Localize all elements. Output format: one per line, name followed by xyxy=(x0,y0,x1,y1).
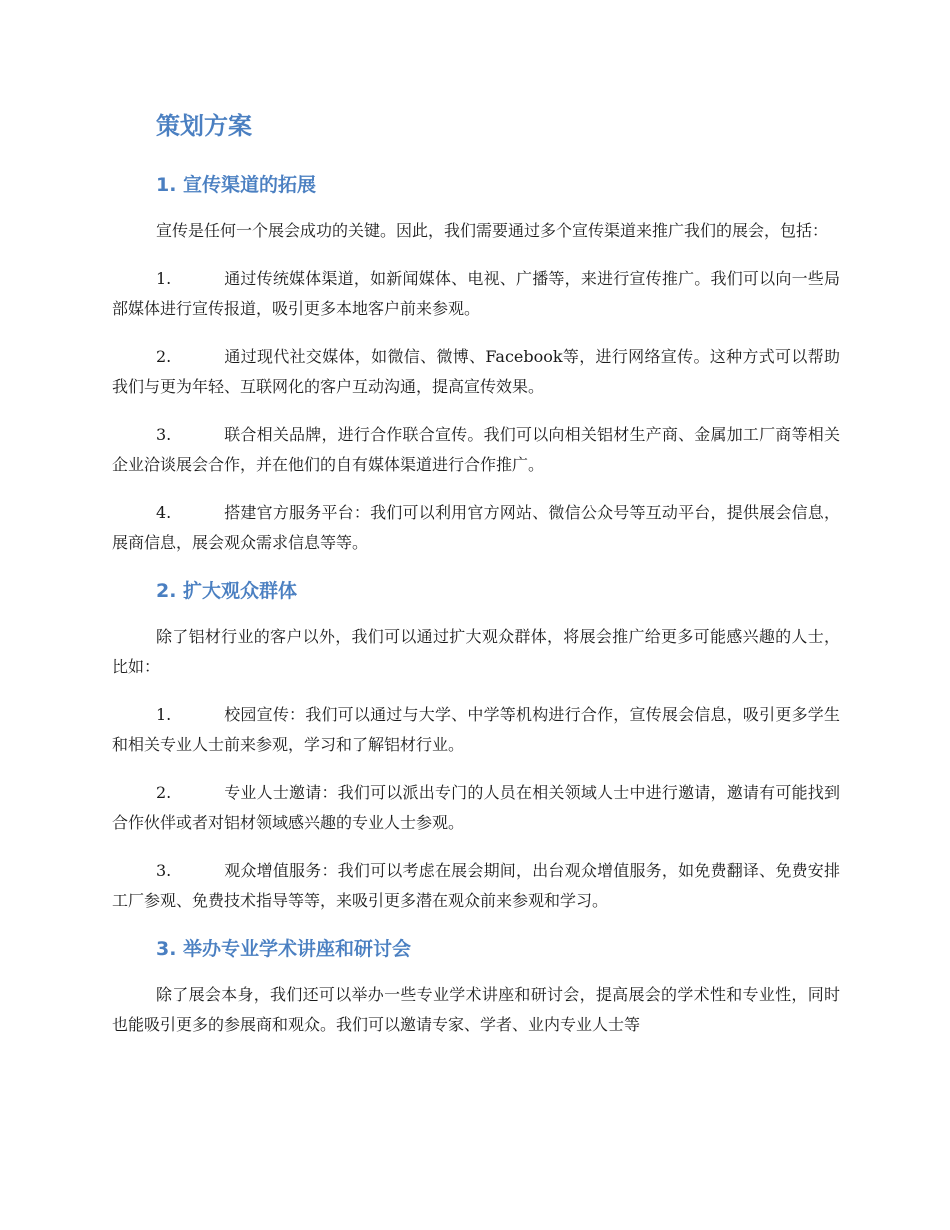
list-number: 2. xyxy=(156,783,172,802)
list-item xyxy=(112,420,840,480)
list-text: 通过现代社交媒体，如微信、微博、Facebook等，进行网络宣传。这种方式可以帮助我们与更为年轻、互联网化的客户互动沟通，提高宣传效果。 xyxy=(112,347,840,396)
section-heading-3: 3. 举办专业学术讲座和研讨会 xyxy=(156,938,412,960)
list-item xyxy=(112,856,840,916)
list-text: 通过传统媒体渠道，如新闻媒体、电视、广播等，来进行宣传推广。我们可以向一些局部媒体进行宣传报道，吸引更多本地客户前来参观。 xyxy=(112,269,840,318)
section-intro-1: 宣传是任何一个展会成功的关键。因此，我们需要通过多个宣传渠道来推广我们的展会，包括： xyxy=(156,221,829,240)
list-number: 4. xyxy=(156,503,172,522)
list-item xyxy=(112,700,840,760)
list-text: 联合相关品牌，进行合作联合宣传。我们可以向相关铝材生产商、金属加工厂商等相关企业洽谈展会合作，并在他们的自有媒体渠道进行合作推广。 xyxy=(112,425,840,474)
list-text: 专业人士邀请：我们可以派出专门的人员在相关领域人士中进行邀请，邀请有可能找到合作伙伴或者对铝材领域感兴趣的专业人士参观。 xyxy=(112,783,840,832)
section-intro-3: 除了展会本身，我们还可以举办一些专业学术讲座和研讨会，提高展会的学术性和专业性，同时也能吸引更多的参展商和观众。我们可以邀请专家、学者、业内专业人士等 xyxy=(112,985,840,1034)
list-item xyxy=(112,498,840,558)
list-text: 搭建官方服务平台：我们可以利用官方网站、微信公众号等互动平台，提供展会信息，展商信息，展会观众需求信息等等。 xyxy=(112,503,840,552)
list-item xyxy=(112,778,840,838)
list-text: 校园宣传：我们可以通过与大学、中学等机构进行合作，宣传展会信息，吸引更多学生和相关专业人士前来参观，学习和了解铝材行业。 xyxy=(112,705,840,754)
section-heading-2: 2. 扩大观众群体 xyxy=(156,580,298,602)
document-content xyxy=(112,106,840,1058)
list-item xyxy=(112,264,840,324)
list-number: 1. xyxy=(156,705,172,724)
section-intro-2: 除了铝材行业的客户以外，我们可以通过扩大观众群体，将展会推广给更多可能感兴趣的人士，比如： xyxy=(112,627,840,676)
list-number: 3. xyxy=(156,425,172,444)
list-number: 1. xyxy=(156,269,172,288)
document-title: 策划方案 xyxy=(156,112,252,140)
list-item xyxy=(112,342,840,402)
list-number: 2. xyxy=(156,347,172,366)
list-number: 3. xyxy=(156,861,172,880)
section-heading-1: 1. 宣传渠道的拓展 xyxy=(156,174,317,196)
list-text: 观众增值服务：我们可以考虑在展会期间，出台观众增值服务，如免费翻译、免费安排工厂参观、免费技术指导等等，来吸引更多潜在观众前来参观和学习。 xyxy=(112,861,840,910)
